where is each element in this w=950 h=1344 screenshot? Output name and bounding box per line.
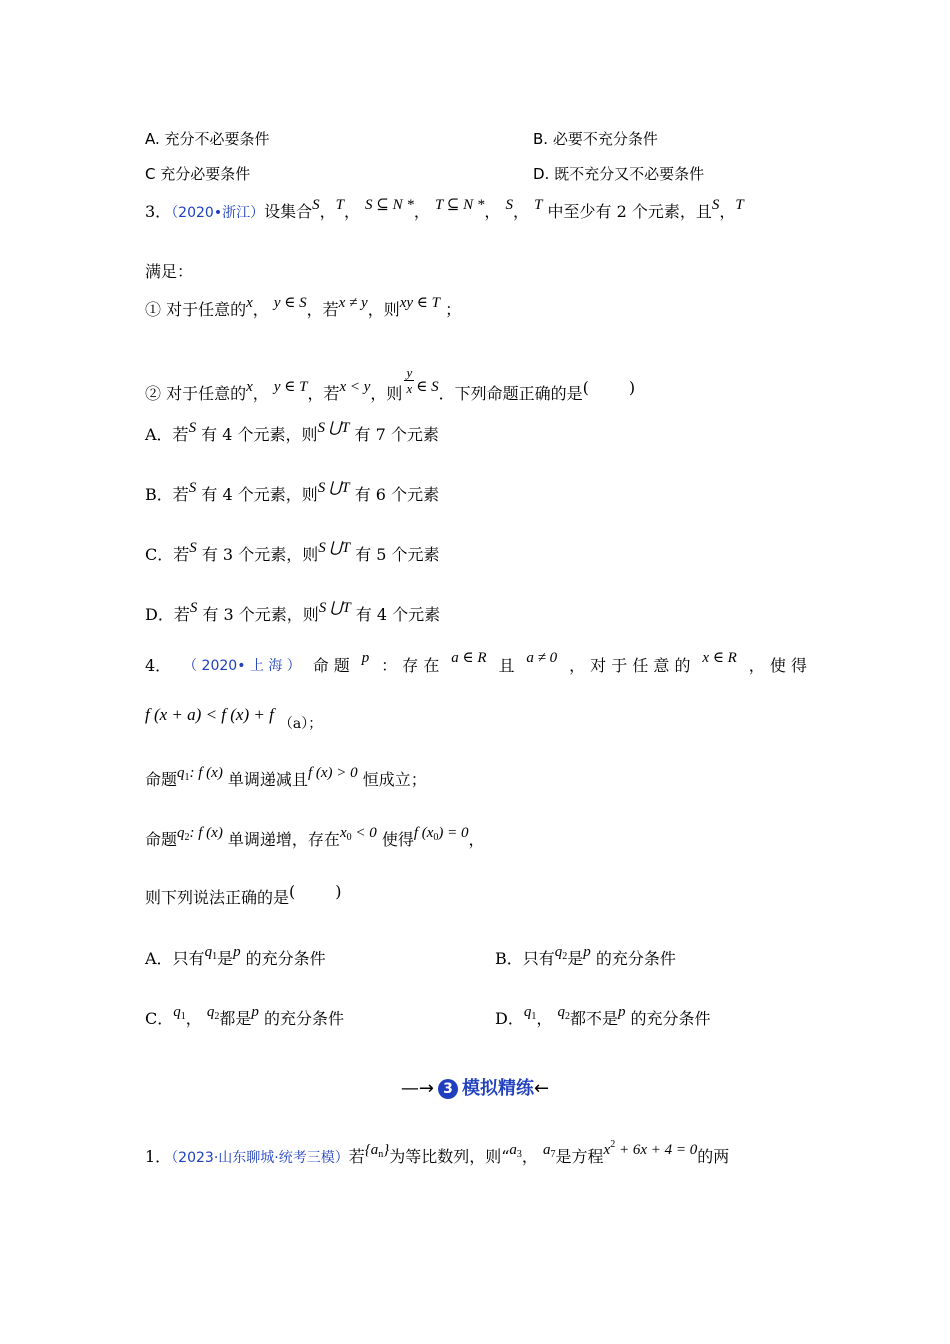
q4-option-b: B．只有$q_2$是p 的充分条件 (495, 944, 676, 968)
q4-proposition-q1: 命题$q_1$: f (x) 单调递减且f (x) > 0 恒成立； (145, 765, 427, 789)
left-arrow-icon: —→ (400, 1078, 434, 1099)
section-number-badge: 3 (438, 1079, 458, 1099)
q3-option-c: C．若S 有 3 个元素，则S ⋃T 有 5 个元素 (145, 540, 440, 564)
section-heading (0, 1074, 950, 1100)
q3-option-a: A．若S 有 4 个元素，则S ⋃T 有 7 个元素 (145, 420, 439, 444)
q3-line1: 3．（2020•浙江）设集合S，T， S ⊆ N *， T ⊆ N *， S， T 中至少有 2 个元素，且S，T (145, 197, 744, 221)
right-arrow-icon: ← (534, 1078, 550, 1099)
q4-conclusion: 则下列说法正确的是( ) (145, 882, 342, 907)
q4-line1: 4． （ 2020• 上 海 ） 命 题 p ： 存 在 a ∈ R 且 a ≠ 0 ， 对 于 任 意 的 x ∈ R ， 使 得 (145, 650, 807, 675)
practice-1-source: （2023·山东聊城·统考三模） (171, 1150, 349, 1166)
q4-option-c: C．$q_1$， $q_2$都是p 的充分条件 (145, 1004, 344, 1028)
q4-source: （ 2020• 上 海 ） (183, 658, 301, 674)
prev-option-a: A. 充分不必要条件 (145, 130, 270, 148)
section-title: 模拟精练 (462, 1078, 534, 1099)
q3-option-b: B．若S 有 4 个元素，则S ⋃T 有 6 个元素 (145, 480, 440, 504)
q3-line2: 满足： (145, 262, 194, 281)
q4-option-d: D．$q_1$， $q_2$都不是p 的充分条件 (495, 1004, 711, 1028)
prev-option-b: B. 必要不充分条件 (533, 130, 658, 148)
sequence-braces: $\{a_n\}$ (364, 1142, 390, 1160)
practice-1-line1: 1．（2023·山东聊城·统考三模）若$\{a_n\}$为等比数列，则“$a_3$， $a_7$是方程$x^2 + 6x + 4 = 0$的两 (145, 1139, 730, 1166)
q4-proposition-q2: 命题$q_2$: f (x) 单调递增，存在$x_0 < 0$ 使得f $(x_0) = 0$， (145, 825, 485, 849)
prev-option-d: D. 既不充分又不必要条件 (533, 165, 705, 183)
q3-option-d: D．若S 有 3 个元素，则S ⋃T 有 4 个元素 (145, 600, 441, 624)
q3-condition-2: ② 对于任意的x， y ∈ T，若x < y，则 $\frac{y}{x}$ ∈ S．下列命题正确的是( ) (145, 365, 636, 403)
q3-fraction: $\frac{y}{x}$ (406, 365, 413, 396)
q3-source: （2020•浙江） (171, 205, 265, 221)
q4-option-a: A．只有$q_1$是p 的充分条件 (145, 944, 326, 968)
q3-condition-1: ① 对于任意的x， y ∈ S，若x ≠ y，则xy ∈ T ； (145, 295, 462, 319)
prev-option-c: C 充分必要条件 (145, 165, 251, 183)
q4-inequality: f (x + a) < f (x) + f （a）； (145, 705, 323, 732)
q3-number: 3． (145, 202, 172, 221)
